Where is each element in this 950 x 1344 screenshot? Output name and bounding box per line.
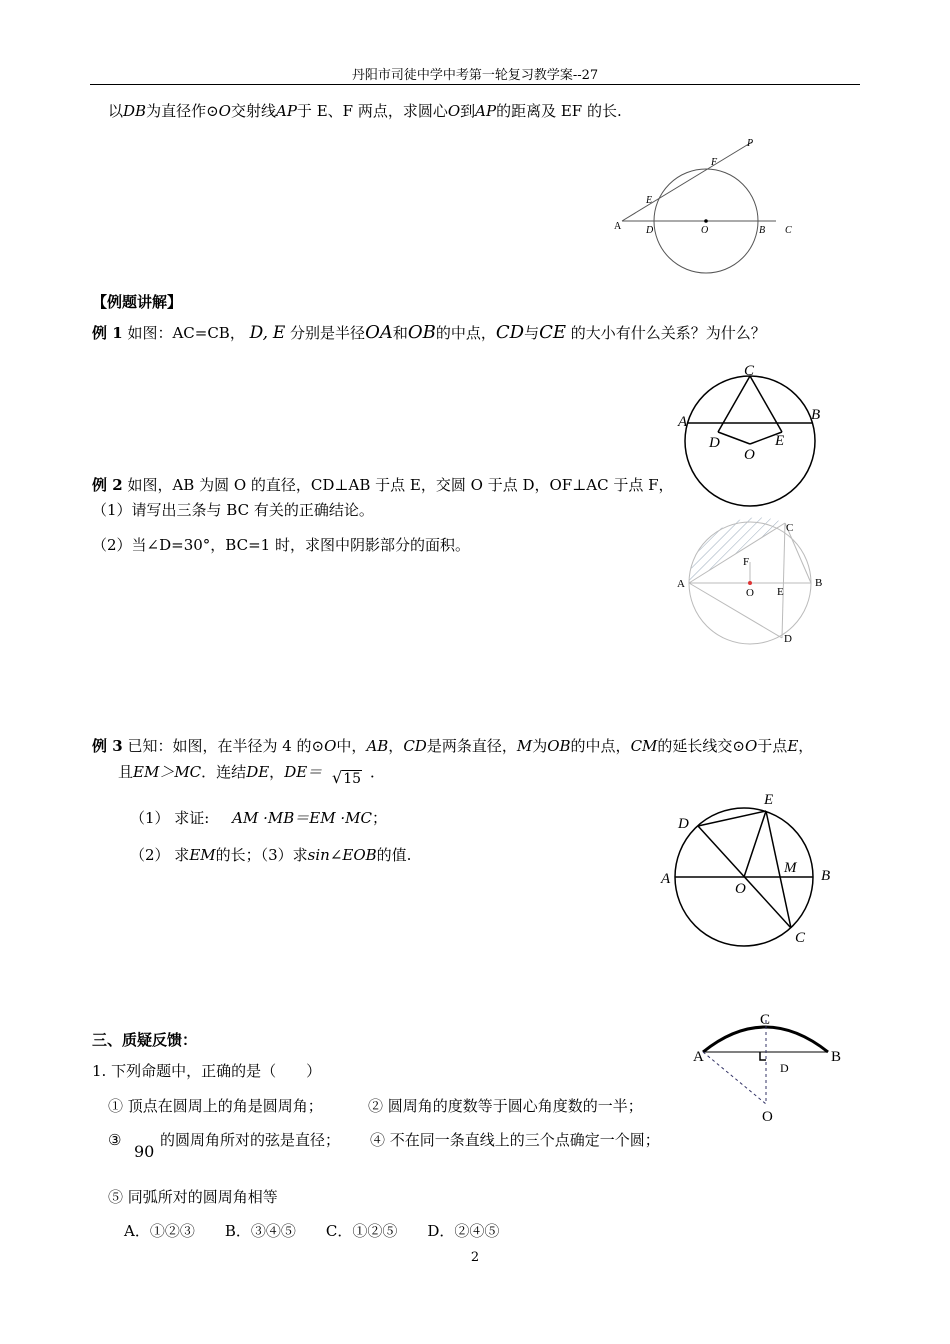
- section-feedback-heading: 三、质疑反馈：: [92, 1031, 198, 1049]
- header-rule: [90, 84, 860, 85]
- question-1-option-3-marker: ③: [108, 1131, 122, 1149]
- fig5-label-c: C: [760, 1012, 771, 1028]
- fig4-label-m: M: [784, 860, 797, 876]
- example-3-question-2: （2） 求EM的长；（3）求sin∠EOB的值.: [130, 846, 412, 864]
- fig3-label-f: F: [743, 556, 750, 568]
- fig2-label-d: D: [709, 435, 720, 451]
- question-1-option-3-number: 90: [134, 1142, 155, 1161]
- question-1-option-1: ① 顶点在圆周上的角是圆周角；: [108, 1097, 323, 1115]
- fig3-label-b: B: [815, 577, 823, 589]
- page-header: 丹阳市司徒中学中考第一轮复习教学案--27: [351, 68, 599, 83]
- fig1-label-b: B: [759, 225, 766, 236]
- page-number: 2: [470, 1250, 480, 1265]
- question-1-choices: A．①②③ B．③④⑤ C．①②⑤ D．②④⑤: [124, 1222, 500, 1240]
- fig1-label-d: D: [646, 225, 654, 236]
- example-3-line-2: 且EM＞MC．连结DE，DE＝: [118, 763, 323, 781]
- fig2-label-o: O: [744, 447, 755, 463]
- fig5-label-d: D: [780, 1061, 789, 1075]
- figure-arc-chord: [688, 1008, 850, 1128]
- fig3-label-e: E: [777, 586, 784, 598]
- fig3-label-o: O: [746, 587, 754, 599]
- question-1-option-2: ② 圆周角的度数等于圆心角度数的一半；: [368, 1097, 643, 1115]
- fig1-label-o: O: [701, 225, 709, 236]
- question-1-option-4: ④ 不在同一条直线上的三个点确定一个圆；: [370, 1131, 660, 1149]
- example-2-question-2: （2）当∠D=30°，BC=1 时，求图中阴影部分的面积。: [92, 536, 470, 554]
- intro-problem: 以DB为直径作⊙O交射线AP于 E、F 两点，求圆心O到AP的距离及 EF 的长.: [108, 102, 622, 120]
- fig4-label-e: E: [764, 792, 774, 808]
- question-1-option-3: 的圆周角所对的弦是直径；: [160, 1131, 341, 1149]
- figure-circle-arc-midpoints: [670, 355, 840, 515]
- fig2-label-c: C: [744, 363, 755, 379]
- fig4-label-a: A: [661, 871, 671, 887]
- sqrt-15: √15: [332, 768, 362, 787]
- example-2-stem: 例 2 如图，AB 为圆 O 的直径，CD⊥AB 于点 E，交圆 O 于点 D，OF⊥AC 于点 F，: [92, 476, 674, 494]
- example-1: 例 1 如图：AC=CB， D, E 分别是半径OA和OB的中点，CD与CE 的大小有什么关系？为什么？: [92, 322, 766, 343]
- example-2-question-1: （1）请写出三条与 BC 有关的正确结论。: [92, 501, 374, 519]
- fig1-label-p: P: [747, 138, 754, 149]
- fig1-label-f: F: [711, 157, 718, 168]
- fig5-label-b: B: [831, 1049, 842, 1065]
- fig1-label-a: A: [614, 221, 622, 232]
- fig5-label-a: A: [693, 1049, 704, 1065]
- example-3-stem: 例 3 已知：如图，在半径为 4 的⊙O中，AB，CD是两条直径，M为OB的中点，CM的延长线交⊙O于点E，: [92, 737, 814, 755]
- figure-circle-shaded: [670, 510, 840, 660]
- fig5-label-o: O: [762, 1109, 773, 1125]
- fig2-label-e: E: [775, 433, 785, 449]
- example-3-line-2-end: ．: [370, 763, 386, 781]
- example-3-question-1: （1） 求证: AM ·MB＝EM ·MC；: [130, 809, 387, 827]
- fig2-label-b: B: [811, 407, 821, 423]
- fig1-label-c: C: [785, 225, 792, 236]
- figure-circle-diameters: [655, 785, 840, 960]
- fig3-label-c: C: [786, 522, 794, 534]
- fig4-label-d: D: [678, 816, 689, 832]
- fig4-label-o: O: [735, 881, 746, 897]
- fig3-label-d: D: [784, 633, 792, 645]
- fig1-label-e: E: [646, 195, 653, 206]
- fig3-label-a: A: [677, 578, 685, 590]
- question-1-option-5: ⑤ 同弧所对的圆周角相等: [108, 1188, 278, 1206]
- fig4-label-c: C: [795, 930, 806, 946]
- question-1-stem: 1. 下列命题中，正确的是（ ）: [92, 1062, 322, 1080]
- figure-circle-secant: [600, 130, 810, 280]
- section-examples-heading: 【例题讲解】: [92, 293, 183, 311]
- fig4-label-b: B: [821, 868, 831, 884]
- fig2-label-a: A: [678, 414, 688, 430]
